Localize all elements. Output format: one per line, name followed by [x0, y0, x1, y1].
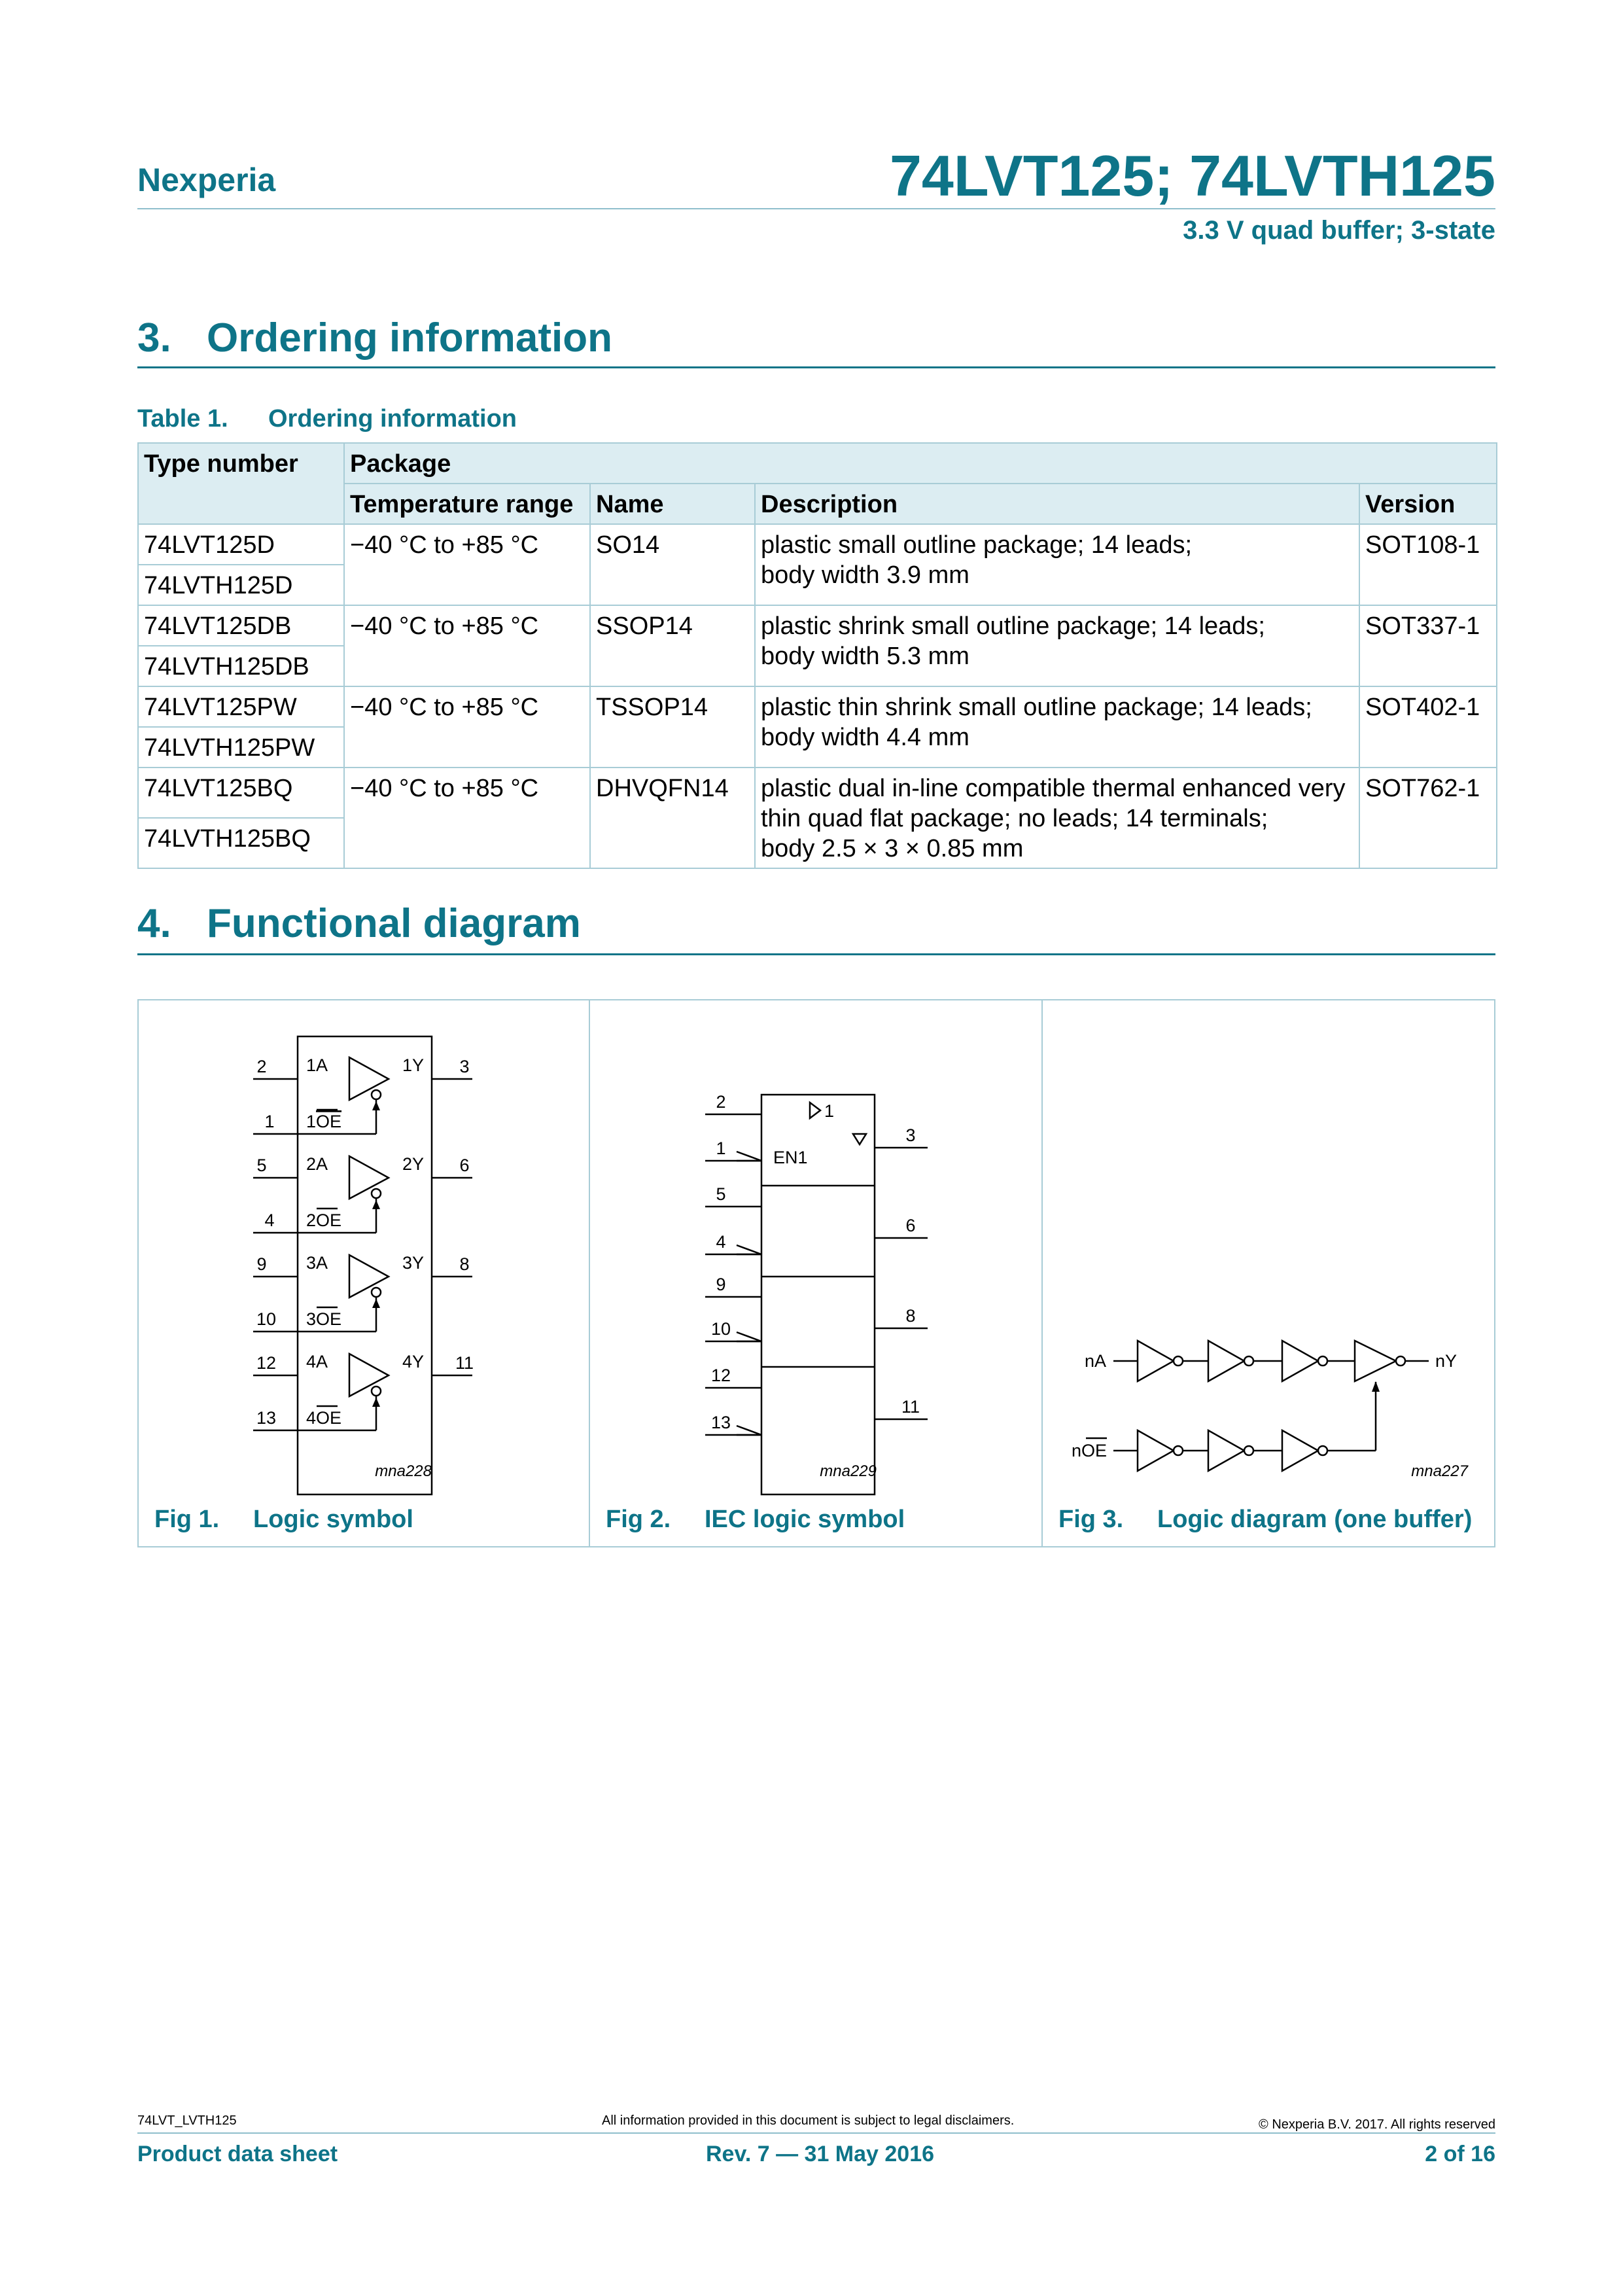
- enable-label: [306, 1408, 341, 1428]
- header-temperature-range: Temperature range: [344, 484, 590, 524]
- brand-name: Nexperia: [137, 162, 276, 198]
- pin-label: 10: [710, 1319, 731, 1339]
- pin-label: 6: [459, 1156, 470, 1175]
- pin-label: 11: [901, 1397, 920, 1417]
- version-cell: SOT337-1: [1359, 605, 1497, 686]
- pin-label: 11: [455, 1353, 474, 1373]
- pin-label: 6: [905, 1216, 916, 1235]
- table-1-caption: [137, 405, 517, 433]
- description-line: body width 4.4 mm: [761, 724, 969, 751]
- iec-enable-label: EN1: [773, 1148, 808, 1167]
- iec-output-qualifier: 1: [824, 1101, 835, 1121]
- pin-label: 4: [716, 1232, 726, 1252]
- pin-label: 9: [256, 1254, 267, 1274]
- description-line: body 2.5 × 3 × 0.85 mm: [761, 835, 1024, 862]
- section-4-rule: [137, 953, 1495, 955]
- type-number-cell: 74LVTH125BQ: [138, 818, 344, 868]
- input-label: 4A: [306, 1352, 328, 1371]
- pin-label: 12: [256, 1353, 277, 1373]
- enable-bar-text: OE: [316, 1112, 342, 1131]
- output-label: 2Y: [402, 1154, 424, 1174]
- pin-label: 13: [710, 1413, 731, 1432]
- output-label: 3Y: [402, 1253, 424, 1273]
- document-subtitle: 3.3 V quad buffer; 3-state: [1183, 216, 1495, 245]
- gate-4: [253, 1352, 474, 1430]
- footer-page-number: 2 of 16: [1425, 2142, 1495, 2166]
- table-title: Ordering information: [268, 405, 517, 433]
- description-cell: [755, 524, 1359, 605]
- footer-document-id: 74LVT_LVTH125: [137, 2113, 237, 2128]
- logic-symbol-diagram: [139, 1000, 589, 1498]
- iec-logic-symbol-diagram: [590, 1000, 1041, 1498]
- enable-bar-text: OE: [316, 1408, 342, 1428]
- enable-prefix: 4: [306, 1408, 317, 1428]
- pin-label: 2: [716, 1092, 726, 1112]
- output-label: nY: [1435, 1351, 1457, 1371]
- pin-label: 5: [716, 1184, 726, 1204]
- pin-label: 9: [716, 1275, 726, 1294]
- enable-prefix: 2: [306, 1210, 317, 1230]
- type-number-cell: 74LVT125DB: [138, 605, 344, 646]
- package-name-cell: TSSOP14: [590, 686, 755, 768]
- gate-1: [253, 1055, 472, 1134]
- description-cell: [755, 686, 1359, 768]
- package-name-cell: DHVQFN14: [590, 768, 755, 868]
- gate-3: [253, 1253, 472, 1332]
- ordering-table: [137, 442, 1497, 869]
- section-title: Ordering information: [207, 315, 612, 361]
- enable-bar-text: OE: [1081, 1441, 1108, 1460]
- footer-product-type: Product data sheet: [137, 2142, 338, 2166]
- enable-label: [306, 1112, 341, 1131]
- section-title: Functional diagram: [207, 901, 581, 946]
- pin-label: 12: [710, 1366, 731, 1385]
- enable-label: [306, 1210, 341, 1230]
- figure-code: mna227: [1411, 1462, 1468, 1480]
- section-number: 4.: [137, 901, 171, 946]
- table-row: [138, 768, 1497, 818]
- type-number-cell: 74LVTH125D: [138, 565, 344, 605]
- footer-revision: Rev. 7 — 31 May 2016: [706, 2142, 935, 2166]
- description-line: plastic shrink small outline package; 14 leads;: [761, 612, 1265, 640]
- header-name: Name: [590, 484, 755, 524]
- package-name-cell: SSOP14: [590, 605, 755, 686]
- pin-label: 3: [459, 1057, 470, 1076]
- description-cell: [755, 605, 1359, 686]
- pin-label: 10: [256, 1309, 277, 1329]
- figure-1-caption: [154, 1506, 413, 1534]
- type-number-cell: 74LVT125D: [138, 524, 344, 565]
- version-cell: SOT108-1: [1359, 524, 1497, 605]
- package-name-cell: SO14: [590, 524, 755, 605]
- figure-2-caption: [606, 1506, 905, 1534]
- description-line: plastic thin shrink small outline package; 14 leads;: [761, 694, 1312, 721]
- enable-prefix: 3: [306, 1309, 317, 1329]
- section-4-heading: [137, 900, 581, 947]
- header-type-number: Type number: [138, 443, 344, 524]
- gate-2: [253, 1154, 472, 1233]
- version-cell: SOT762-1: [1359, 768, 1497, 868]
- figure-title: IEC logic symbol: [705, 1506, 905, 1533]
- figure-number: Fig 1.: [154, 1506, 220, 1533]
- description-line: plastic small outline package; 14 leads;: [761, 531, 1193, 559]
- figure-title: Logic symbol: [253, 1506, 413, 1533]
- pin-label: 2: [256, 1057, 267, 1076]
- enable-label: [1072, 1441, 1107, 1460]
- description-line: body width 3.9 mm: [761, 561, 969, 589]
- footer-copyright: © Nexperia B.V. 2017. All rights reserved: [1259, 2117, 1495, 2132]
- temperature-cell: −40 °C to +85 °C: [344, 768, 590, 868]
- temperature-cell: −40 °C to +85 °C: [344, 686, 590, 768]
- enable-prefix: 1: [306, 1112, 317, 1131]
- input-label: 3A: [306, 1253, 328, 1273]
- pin-label: 3: [905, 1125, 916, 1145]
- table-number: Table 1.: [137, 405, 228, 433]
- temperature-cell: −40 °C to +85 °C: [344, 605, 590, 686]
- header-version: Version: [1359, 484, 1497, 524]
- description-line: plastic dual in-line compatible thermal enhanced very: [761, 775, 1346, 802]
- enable-bar-text: OE: [316, 1210, 342, 1230]
- table-header-row: [138, 443, 1497, 484]
- pin-label: 8: [905, 1306, 916, 1326]
- input-label: 2A: [306, 1154, 328, 1174]
- pin-label: 13: [256, 1408, 277, 1428]
- header-package: Package: [344, 443, 1497, 484]
- figure-title: Logic diagram (one buffer): [1157, 1506, 1473, 1533]
- pin-label: 5: [256, 1156, 267, 1175]
- figure-number: Fig 3.: [1058, 1506, 1124, 1533]
- figure-3-caption: [1058, 1506, 1472, 1534]
- output-label: 4Y: [402, 1352, 424, 1371]
- type-number-cell: 74LVT125PW: [138, 686, 344, 727]
- table-row: [138, 605, 1497, 646]
- header-description: Description: [755, 484, 1359, 524]
- temperature-cell: −40 °C to +85 °C: [344, 524, 590, 605]
- pin-label: 8: [459, 1254, 470, 1274]
- figure-code: mna228: [375, 1462, 432, 1480]
- output-label: 1Y: [402, 1055, 424, 1075]
- enable-label: [306, 1309, 341, 1329]
- enable-bar-text: OE: [316, 1309, 342, 1329]
- footer-divider: [137, 2132, 1495, 2134]
- figure-code: mna229: [820, 1462, 877, 1480]
- logic-diagram-one-buffer: [1043, 1000, 1494, 1498]
- section-3-heading: [137, 315, 612, 361]
- description-line: body width 5.3 mm: [761, 643, 969, 670]
- figure-number: Fig 2.: [606, 1506, 671, 1533]
- description-cell: [755, 768, 1359, 868]
- description-line: thin quad flat package; no leads; 14 terminals;: [761, 805, 1268, 832]
- enable-prefix: n: [1072, 1441, 1082, 1460]
- pin-label: 4: [264, 1210, 275, 1230]
- type-number-cell: 74LVT125BQ: [138, 768, 344, 818]
- document-title: 74LVT125; 74LVTH125: [889, 143, 1495, 208]
- section-number: 3.: [137, 315, 171, 361]
- type-number-cell: 74LVTH125DB: [138, 646, 344, 686]
- table-row: [138, 686, 1497, 727]
- pin-label: 1: [716, 1139, 726, 1158]
- type-number-cell: 74LVTH125PW: [138, 727, 344, 768]
- version-cell: SOT402-1: [1359, 686, 1497, 768]
- pin-label: 1: [264, 1112, 275, 1131]
- table-row: [138, 524, 1497, 565]
- input-label: 1A: [306, 1055, 328, 1075]
- header-divider: [137, 208, 1495, 209]
- input-label: nA: [1085, 1351, 1107, 1371]
- footer-disclaimer: All information provided in this document is subject to legal disclaimers.: [602, 2113, 1015, 2128]
- section-3-rule: [137, 366, 1495, 368]
